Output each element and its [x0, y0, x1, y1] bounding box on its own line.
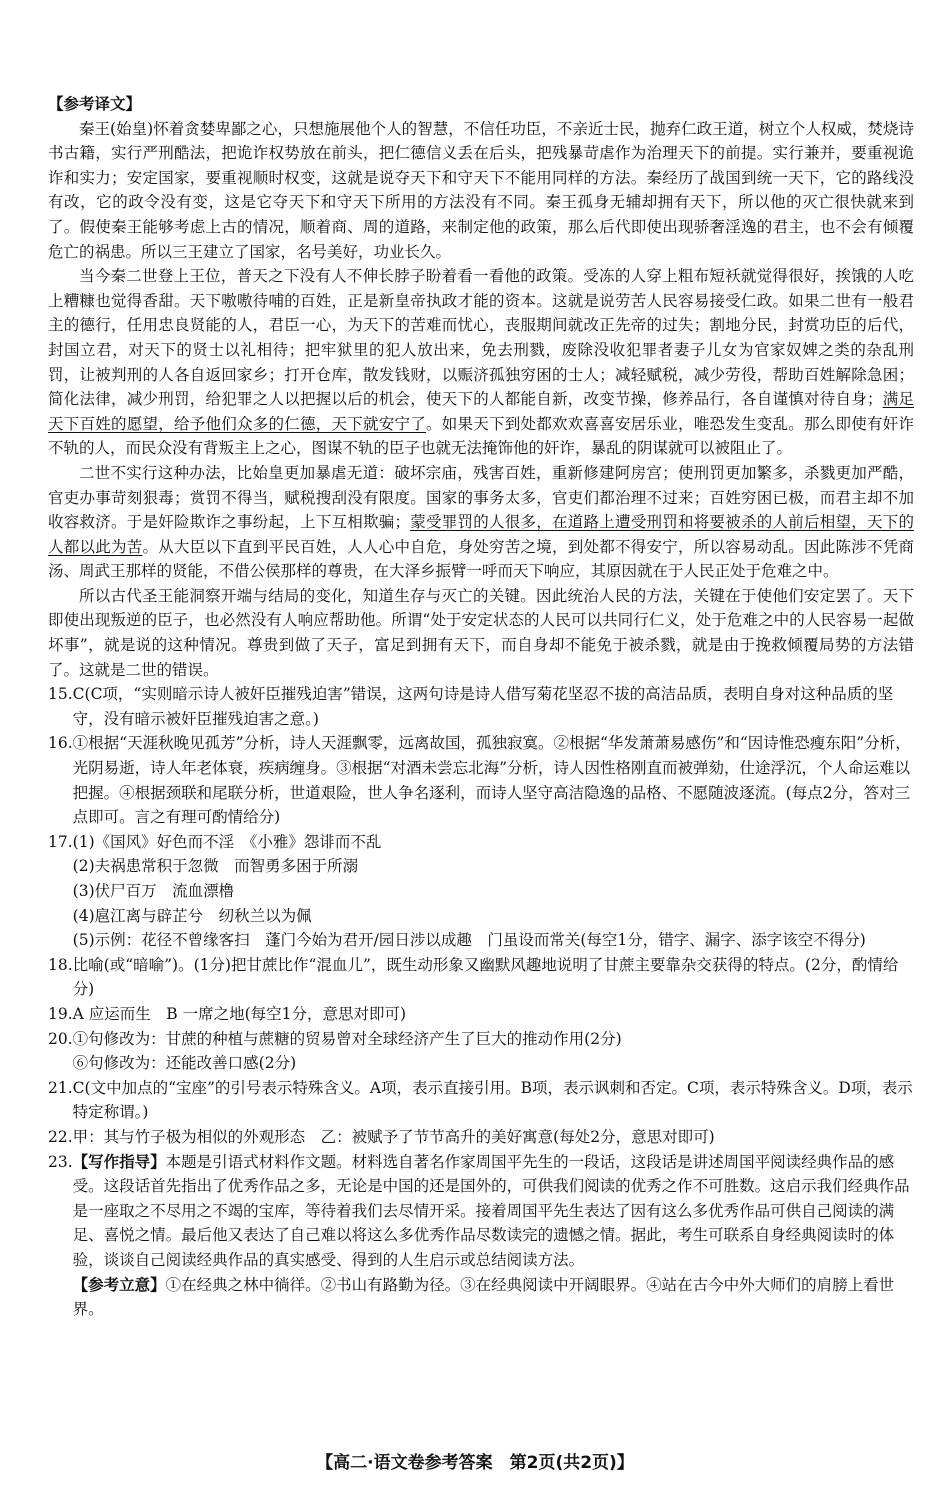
answer-15 — [48, 682, 914, 731]
answer-16 — [48, 731, 914, 829]
translation-p2-text-end: 。如果天下到处都欢欢喜喜安居乐业，唯恐发生变乱。那么即使有奸诈不轨的人，而民众没有背叛主上之心，图谋不轨的臣子也就无法掩饰他的奸诈，暴乱的阴谋就可以被阻止了。 — [48, 414, 914, 458]
answer-number: 22. — [48, 1127, 73, 1146]
translation-heading: 【参考译文】 — [48, 95, 142, 113]
translation-paragraph-3 — [48, 461, 914, 584]
answer-18 — [48, 953, 914, 1002]
answer-number: 21. — [48, 1078, 73, 1097]
writing-guide-text: 本题是引语式材料作文题。材料选自著名作家周国平先生的一段话，这段话是讲述周国平阅读经典作品的感受。这段话首先指出了优秀作品之多，无论是中国的还是国外的，可供我们阅读的优秀之作不可胜数。这启示我们经典作品是一座取之不尽用之不竭的宝库，等待着我们去尽情开采。接着周国平先生表达了因有这么多优秀作品可供自己阅读的满足、喜悦之情。最后他又表达了自己难以将这么多优秀作品尽数读完的遗憾之情。据此，考生可联系自身经典阅读时的体验，谈谈自己阅读经典作品的真实感受、得到的人生启示或总结阅读方法。 — [72, 1152, 910, 1269]
translation-paragraph-1: 秦王(始皇)怀着贪婪卑鄙之心，只想施展他个人的智慧，不信任功臣，不亲近士民，抛弃仁政王道，树立个人权威，焚烧诗书古籍，实行严刑酷法，把诡诈权势放在前头，把仁德信义丢在后头，把残暴苛虐作为治理天下的前提。实行兼并，要重视诡诈和实力；安定国家，要重视顺时权变，这就是说夺天下和守天下不能用同样的方法。秦经历了战国到统一天下，它的路线没有改，它的政令没有变，这是它夺天下和守天下所用的方法没有不同。秦王孤身无辅却拥有天下，所以他的灭亡很快就来到了。假使秦王能够考虑上古的情况，顺着商、周的道路，来制定他的政策，那么后代即使出现骄奢淫逸的君主，也不会有倾覆危亡的祸患。所以三王建立了国家，名号美好，功业长久。 — [48, 119, 914, 261]
answer-lines — [73, 1027, 914, 1076]
answer-17 — [48, 830, 914, 953]
page-footer: 【高二·语文卷参考答案 第2页(共2页)】 — [316, 1453, 634, 1473]
answer-23-body — [73, 1150, 914, 1322]
answer-number: 19. — [48, 1004, 73, 1023]
answer-text: ①根据“天涯秋晚见孤芳”分析，诗人天涯飘零，远离故国，孤独寂寞。②根据“华发萧萧易感伤”和“因诗惟恐瘦东阳”分析，光阴易逝，诗人年老体衰，疾病缠身。③根据“对酒未尝忘北海”分析，诗人因性格刚直而被弹劾，仕途浮沉，个人命运难以把握。④根据颈联和尾联分析，世道艰险，世人争名逐利，而诗人坚守高洁隐逸的品格、不愿随波逐流。(每点2分，答对三点即可。言之有理可酌情给分) — [72, 734, 911, 827]
answer-text: 比喻(或“暗喻”)。(1分)把甘蔗比作“混血儿”，既生动形象又幽默风趣地说明了甘蔗主要靠杂交获得的特点。(2分，酌情给分) — [72, 955, 899, 999]
answer-17-line-2: (2)夫祸患常积于忽微 而智勇多困于所溺 — [72, 857, 359, 876]
writing-guide — [73, 1150, 914, 1273]
answer-20-line-1: ①句修改为：甘蔗的种植与蔗糖的贸易曾对全球经济产生了巨大的推动作用(2分) — [72, 1029, 622, 1048]
reference-idea-text: ①在经典之林中徜徉。②书山有路勤为径。③在经典阅读中开阔眼界。④站在古今中外大师们的肩膀上看世界。 — [72, 1275, 895, 1319]
translation-paragraph-4: 所以古代圣王能洞察开端与结局的变化，知道生存与灭亡的关键。因此统治人民的方法，关键在于使他们安定罢了。天下即使出现叛逆的臣子，也必然没有人响应帮助他。所谓“处于安定状态的人民可以共同行仁义，处于危难之中的人民容易一起做坏事”，就是说的这种情况。尊贵到做了天子，富足到拥有天下，而自身却不能免于被杀戮，就是由于挽救倾覆局势的方法错了。这就是二世的错误。 — [48, 586, 914, 679]
answer-number: 17. — [48, 832, 73, 851]
page-content — [48, 92, 914, 1322]
answer-text: C(C项，“实则暗示诗人被奸臣摧残迫害”错误，这两句诗是诗人借写菊花坚忍不拔的高洁品质，表明自身对这种品质的坚守，没有暗示被奸臣摧残迫害之意。) — [72, 685, 894, 728]
answer-17-line-1: (1)《国风》好色而不淫 《小雅》怨诽而不乱 — [72, 832, 382, 851]
translation-p3-text-end: 。从大臣以下直到平民百姓，人人心中自危，身处穷苦之境，到处都不得安宁，所以容易动乱。因此陈涉不凭商汤、周武王那样的贤能，不借公侯那样的尊贵，在大泽乡振臂一呼而天下响应，其原因就在于人民正处于危难之中。 — [48, 537, 914, 581]
answer-20-line-2: ⑥句修改为：还能改善口感(2分) — [72, 1054, 297, 1073]
answer-17-line-5: (5)示例：花径不曾缘客扫 蓬门今始为君开/园日涉以成趣 门虽设而常关(每空1分，错字、漏字、添字该空不得分) — [72, 931, 866, 950]
answer-text: A 应运而生 B 一席之地(每空1分，意思对即可) — [72, 1004, 407, 1023]
answer-number: 18. — [48, 955, 73, 974]
answer-number: 16. — [48, 734, 73, 753]
translation-p2-text: 当今秦二世登上王位，普天之下没有人不伸长脖子盼着看一看他的政策。受冻的人穿上粗布短袄就觉得很好，挨饿的人吃上糟糠也觉得香甜。天下嗷嗷待哺的百姓，正是新皇帝执政才能的资本。这就是说劳苦人民容易接受仁政。如果二世有一般君主的德行，任用忠良贤能的人，君臣一心，为天下的苦难而忧心，丧服期间就改正先帝的过失；割地分民，封赏功臣的后代，封国立君，对天下的贤士以礼相待；把牢狱里的犯人放出来，免去刑戮，废除没收犯罪者妻子儿女为官家奴婢之类的杂乱刑罚，让被判刑的人各自返回家乡；打开仓库，散发钱财，以赈济孤独穷困的士人；减轻赋税，减少劳役，帮助百姓解除急困；简化法律，减少刑罚，给犯罪之人以把握以后的机会，使天下的人都能自新，改变节操，修养品行，各自谨慎对待自身； — [48, 267, 914, 409]
answer-17-line-4: (4)扈江离与辟芷兮 纫秋兰以为佩 — [72, 906, 312, 925]
answer-text: 甲：其与竹子极为相似的外观形态 乙：被赋予了节节高升的美好寓意(每处2分，意思对即可) — [72, 1127, 715, 1146]
answer-number: 20. — [48, 1029, 73, 1048]
answer-number: 23. — [48, 1152, 73, 1171]
translation-paragraph-2 — [48, 264, 914, 461]
reference-idea-label: 【参考立意】 — [72, 1275, 166, 1294]
writing-guide-label: 【写作指导】 — [72, 1152, 166, 1171]
translation-p3-text: 二世不实行这种办法，比始皇更加暴虐无道：破坏宗庙，残害百姓，重新修建阿房宫；使刑罚更加繁多，杀戮更加严酷，官吏办事苛刻狠毒；赏罚不得当，赋税搜刮没有限度。国家的事务太多，官吏们都治理不过来；百姓穷困已极，而君主却不加收容救济。于是奸险欺诈之事纷起，上下互相欺骗； — [48, 463, 914, 532]
translation-p2-underlined: 满足天下百姓的愿望，给予他们众多的仁德，天下就安宁了 — [48, 390, 914, 433]
answer-text: C(文中加点的“宝座”的引号表示特殊含义。A项，表示直接引用。B项，表示讽刺和否定。C项，表示特殊含义。D项，表示特定称谓。) — [72, 1078, 913, 1122]
translation-p3-underlined: 蒙受罪罚的人很多，在道路上遭受刑罚和将要被杀的人前后相望，天下的人都以此为苦 — [48, 513, 914, 556]
reference-idea — [73, 1273, 914, 1322]
answer-lines — [73, 830, 914, 953]
answer-22 — [48, 1125, 914, 1150]
answer-21 — [48, 1076, 914, 1125]
answer-number: 15. — [48, 685, 73, 704]
answer-23 — [48, 1150, 914, 1322]
answer-20 — [48, 1027, 914, 1076]
answer-17-line-3: (3)伏尸百万 流血漂橹 — [72, 882, 235, 900]
answer-19 — [48, 1002, 914, 1027]
